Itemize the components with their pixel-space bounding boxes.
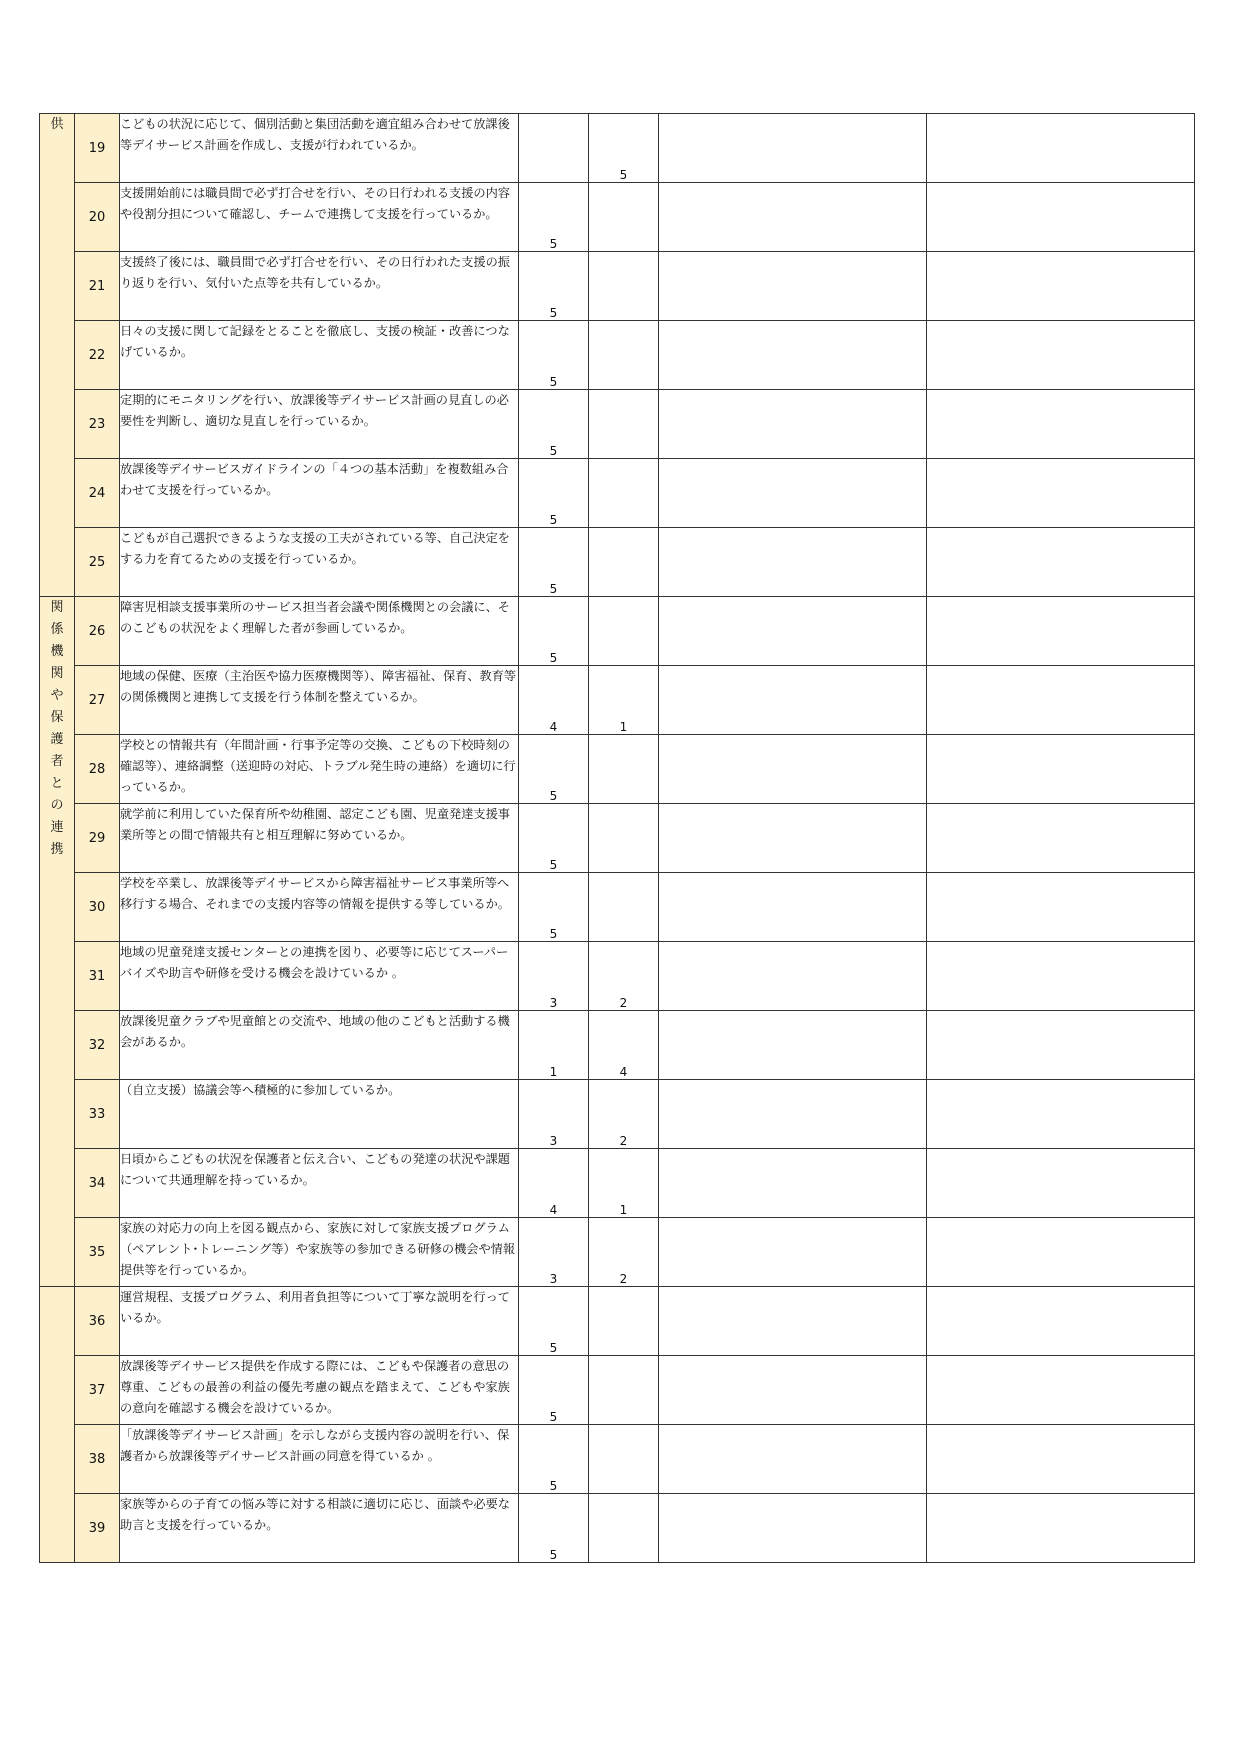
- table-row: [40, 528, 1195, 597]
- improvement-cell: [927, 1011, 1195, 1080]
- response-count-yes: 5: [519, 804, 589, 873]
- question-text: こどもが自己選択できるような支援の工夫がされている等、自己決定をする力を育てるための支援を行っているか。: [120, 528, 519, 597]
- question-text: 定期的にモニタリングを行い、放課後等デイサービス計画の見直しの必要性を判断し、適切な見直しを行っているか。: [120, 390, 519, 459]
- response-count-partial: [589, 321, 659, 390]
- item-number: 26: [75, 597, 120, 666]
- question-text: 地域の児童発達支援センターとの連携を図り、必要等に応じてスーパーバイズや助言や研修を受ける機会を設けているか 。: [120, 942, 519, 1011]
- response-count-partial: [589, 1356, 659, 1425]
- response-count-partial: [589, 735, 659, 804]
- improvement-cell: [927, 459, 1195, 528]
- table-row: [40, 1149, 1195, 1218]
- category-label: 関 係 機 関 や 保 護 者 と の 連 携: [50, 600, 64, 857]
- comment-cell: [659, 183, 927, 252]
- table-row: [40, 1218, 1195, 1287]
- question-text: 日頃からこどもの状況を保護者と伝え合い、こどもの発達の状況や課題について共通理解を持っているか。: [120, 1149, 519, 1218]
- response-count-yes: 5: [519, 1494, 589, 1563]
- improvement-cell: [927, 1494, 1195, 1563]
- item-number: 35: [75, 1218, 120, 1287]
- table-row: [40, 321, 1195, 390]
- table-row: [40, 459, 1195, 528]
- comment-cell: [659, 597, 927, 666]
- item-number: 34: [75, 1149, 120, 1218]
- improvement-cell: [927, 1149, 1195, 1218]
- improvement-cell: [927, 1218, 1195, 1287]
- item-number: 19: [75, 114, 120, 183]
- comment-cell: [659, 804, 927, 873]
- improvement-cell: [927, 390, 1195, 459]
- response-count-yes: 3: [519, 1080, 589, 1149]
- response-count-yes: 5: [519, 1356, 589, 1425]
- response-count-partial: 2: [589, 942, 659, 1011]
- response-count-yes: 4: [519, 666, 589, 735]
- improvement-cell: [927, 666, 1195, 735]
- table-row: [40, 942, 1195, 1011]
- item-number: 22: [75, 321, 120, 390]
- question-text: 地域の保健、医療（主治医や協力医療機関等）、障害福祉、保育、教育等の関係機関と連携して支援を行う体制を整えているか。: [120, 666, 519, 735]
- table-row: [40, 390, 1195, 459]
- response-count-partial: [589, 1287, 659, 1356]
- table-row: [40, 1425, 1195, 1494]
- response-count-partial: [589, 1494, 659, 1563]
- comment-cell: [659, 1149, 927, 1218]
- response-count-partial: [589, 252, 659, 321]
- improvement-cell: [927, 321, 1195, 390]
- response-count-yes: 3: [519, 942, 589, 1011]
- improvement-cell: [927, 114, 1195, 183]
- improvement-cell: [927, 735, 1195, 804]
- comment-cell: [659, 390, 927, 459]
- question-text: 支援開始前には職員間で必ず打合せを行い、その日行われる支援の内容や役割分担について確認し、チームで連携して支援を行っているか。: [120, 183, 519, 252]
- item-number: 23: [75, 390, 120, 459]
- table-row: [40, 666, 1195, 735]
- comment-cell: [659, 1011, 927, 1080]
- item-number: 32: [75, 1011, 120, 1080]
- table-row: [40, 1011, 1195, 1080]
- comment-cell: [659, 459, 927, 528]
- table-row: [40, 597, 1195, 666]
- item-number: 39: [75, 1494, 120, 1563]
- improvement-cell: [927, 1356, 1195, 1425]
- response-count-partial: 2: [589, 1080, 659, 1149]
- question-text: 運営規程、支援プログラム、利用者負担等について丁寧な説明を行っているか。: [120, 1287, 519, 1356]
- item-number: 33: [75, 1080, 120, 1149]
- table-row: [40, 252, 1195, 321]
- improvement-cell: [927, 597, 1195, 666]
- response-count-partial: [589, 1425, 659, 1494]
- question-text: （自立支援）協議会等へ積極的に参加しているか。: [120, 1080, 519, 1149]
- response-count-partial: [589, 597, 659, 666]
- improvement-cell: [927, 1080, 1195, 1149]
- item-number: 38: [75, 1425, 120, 1494]
- improvement-cell: [927, 804, 1195, 873]
- table-row: [40, 183, 1195, 252]
- item-number: 21: [75, 252, 120, 321]
- item-number: 29: [75, 804, 120, 873]
- category-label: 供: [50, 117, 64, 132]
- response-count-yes: 5: [519, 321, 589, 390]
- response-count-yes: [519, 114, 589, 183]
- comment-cell: [659, 528, 927, 597]
- response-count-yes: 5: [519, 1287, 589, 1356]
- comment-cell: [659, 873, 927, 942]
- comment-cell: [659, 735, 927, 804]
- comment-cell: [659, 1287, 927, 1356]
- response-count-yes: 5: [519, 528, 589, 597]
- table-row: [40, 804, 1195, 873]
- comment-cell: [659, 1080, 927, 1149]
- question-text: 就学前に利用していた保育所や幼稚園、認定こども園、児童発達支援事業所等との間で情報共有と相互理解に努めているか。: [120, 804, 519, 873]
- question-text: 放課後児童クラブや児童館との交流や、地域の他のこどもと活動する機会があるか。: [120, 1011, 519, 1080]
- item-number: 30: [75, 873, 120, 942]
- question-text: 障害児相談支援事業所のサービス担当者会議や関係機関との会議に、そのこどもの状況をよく理解した者が参画しているか。: [120, 597, 519, 666]
- improvement-cell: [927, 1425, 1195, 1494]
- item-number: 28: [75, 735, 120, 804]
- table-row: [40, 1494, 1195, 1563]
- response-count-yes: 5: [519, 873, 589, 942]
- response-count-yes: 5: [519, 459, 589, 528]
- item-number: 31: [75, 942, 120, 1011]
- item-number: 25: [75, 528, 120, 597]
- table-row: [40, 873, 1195, 942]
- question-text: 「放課後等デイサービス計画」を示しながら支援内容の説明を行い、保護者から放課後等デイサービス計画の同意を得ているか 。: [120, 1425, 519, 1494]
- comment-cell: [659, 1425, 927, 1494]
- evaluation-table: [39, 113, 1195, 1563]
- category-cell: [40, 597, 75, 1287]
- comment-cell: [659, 321, 927, 390]
- improvement-cell: [927, 873, 1195, 942]
- improvement-cell: [927, 942, 1195, 1011]
- question-text: 日々の支援に関して記録をとることを徹底し、支援の検証・改善につなげているか。: [120, 321, 519, 390]
- response-count-yes: 5: [519, 183, 589, 252]
- comment-cell: [659, 114, 927, 183]
- improvement-cell: [927, 183, 1195, 252]
- comment-cell: [659, 1494, 927, 1563]
- question-text: こどもの状況に応じて、個別活動と集団活動を適宜組み合わせて放課後等デイサービス計画を作成し、支援が行われているか。: [120, 114, 519, 183]
- response-count-partial: 5: [589, 114, 659, 183]
- comment-cell: [659, 666, 927, 735]
- table-row: [40, 735, 1195, 804]
- response-count-partial: 4: [589, 1011, 659, 1080]
- table-row: [40, 1356, 1195, 1425]
- response-count-partial: [589, 528, 659, 597]
- item-number: 36: [75, 1287, 120, 1356]
- response-count-yes: 5: [519, 390, 589, 459]
- response-count-yes: 3: [519, 1218, 589, 1287]
- comment-cell: [659, 252, 927, 321]
- item-number: 27: [75, 666, 120, 735]
- response-count-partial: [589, 873, 659, 942]
- response-count-yes: 5: [519, 252, 589, 321]
- response-count-partial: 2: [589, 1218, 659, 1287]
- response-count-yes: 5: [519, 597, 589, 666]
- question-text: 家族等からの子育ての悩み等に対する相談に適切に応じ、面談や必要な助言と支援を行っているか。: [120, 1494, 519, 1563]
- improvement-cell: [927, 1287, 1195, 1356]
- response-count-partial: [589, 183, 659, 252]
- table-row: [40, 114, 1195, 183]
- question-text: 学校との情報共有（年間計画・行事予定等の交換、こどもの下校時刻の確認等）、連絡調整（送迎時の対応、トラブル発生時の連絡）を適切に行っているか。: [120, 735, 519, 804]
- table-row: [40, 1287, 1195, 1356]
- response-count-yes: 5: [519, 1425, 589, 1494]
- question-text: 家族の対応力の向上を図る観点から、家族に対して家族支援プログラム（ペアレント･トレーニング等）や家族等の参加できる研修の機会や情報提供等を行っているか。: [120, 1218, 519, 1287]
- response-count-partial: 1: [589, 666, 659, 735]
- question-text: 放課後等デイサービスガイドラインの「４つの基本活動」を複数組み合わせて支援を行っているか。: [120, 459, 519, 528]
- category-cell: [40, 114, 75, 597]
- response-count-partial: 1: [589, 1149, 659, 1218]
- response-count-partial: [589, 390, 659, 459]
- response-count-partial: [589, 804, 659, 873]
- category-cell: [40, 1287, 75, 1563]
- improvement-cell: [927, 528, 1195, 597]
- response-count-partial: [589, 459, 659, 528]
- comment-cell: [659, 942, 927, 1011]
- question-text: 放課後等デイサービス提供を作成する際には、こどもや保護者の意思の尊重、こどもの最善の利益の優先考慮の観点を踏まえて、こどもや家族の意向を確認する機会を設けているか。: [120, 1356, 519, 1425]
- response-count-yes: 4: [519, 1149, 589, 1218]
- improvement-cell: [927, 252, 1195, 321]
- response-count-yes: 1: [519, 1011, 589, 1080]
- item-number: 20: [75, 183, 120, 252]
- item-number: 37: [75, 1356, 120, 1425]
- question-text: 学校を卒業し、放課後等デイサービスから障害福祉サービス事業所等へ移行する場合、それまでの支援内容等の情報を提供する等しているか。: [120, 873, 519, 942]
- question-text: 支援終了後には、職員間で必ず打合せを行い、その日行われた支援の振り返りを行い、気付いた点等を共有しているか。: [120, 252, 519, 321]
- item-number: 24: [75, 459, 120, 528]
- response-count-yes: 5: [519, 735, 589, 804]
- table-row: [40, 1080, 1195, 1149]
- comment-cell: [659, 1218, 927, 1287]
- comment-cell: [659, 1356, 927, 1425]
